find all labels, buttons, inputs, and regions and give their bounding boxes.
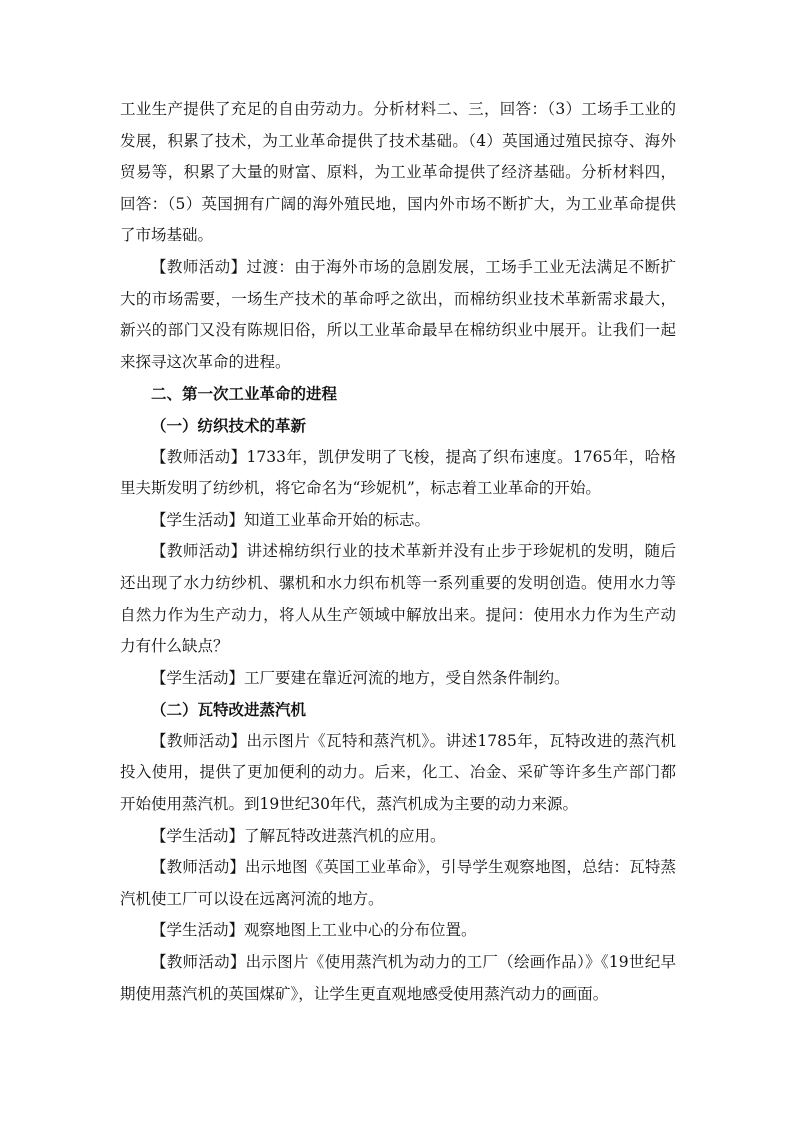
paragraph-10: 【学生活动】观察地图上工业中心的分布位置。 [151, 921, 477, 940]
paragraph-7: 【教师活动】出示图片《瓦特和蒸汽机》。讲述1785年，瓦特改进的蒸汽机投入使用，提供了更加便利的动力。后来，化工、冶金、采矿等许多生产部门都开始使用蒸汽机。到19世纪30年代，蒸汽机成为主要的动力来源。 [120, 731, 676, 814]
paragraph-1: 工业生产提供了充足的自由劳动力。分析材料二、三，回答：（3）工场手工业的发展，积累了技术，为工业革命提供了技术基础。（4）英国通过殖民掠夺、海外贸易等，积累了大量的财富、原料，为工业革命提供了经济基础。分析材料四，回答：（5）英国拥有广阔的海外殖民地，国内外市场不断扩大，为工业革命提供了市场基础。 [120, 100, 676, 245]
section-heading: 二、第一次工业革命的进程 [151, 384, 338, 404]
paragraph-8: 【学生活动】了解瓦特改进蒸汽机的应用。 [151, 826, 446, 845]
paragraph-4: 【学生活动】知道工业革命开始的标志。 [151, 510, 431, 529]
paragraph-9: 【教师活动】出示地图《英国工业革命》，引导学生观察地图，总结：瓦特蒸汽机使工厂可以设在远离河流的地方。 [120, 858, 676, 908]
paragraph-5: 【教师活动】讲述棉纺织行业的技术革新并没有止步于珍妮机的发明，随后还出现了水力纺纱机、骡机和水力织布机等一系列重要的发明创造。使用水力等自然力作为生产动力，将人从生产领域中解放出来。提问：使用水力作为生产动力有什么缺点？ [120, 542, 676, 656]
paragraph-3: 【教师活动】1733年，凯伊发明了飞梭，提高了织布速度。1765年，哈格里夫斯发明了纺纱机，将它命名为“珍妮机”，标志着工业革命的开始。 [120, 447, 676, 498]
document-body [120, 94, 676, 1010]
paragraph-11: 【教师活动】出示图片《使用蒸汽机为动力的工厂（绘画作品）》《19世纪早期使用蒸汽机的英国煤矿》，让学生更直观地感受使用蒸汽动力的画面。 [120, 953, 676, 1003]
subsection-heading-1: （一）纺织技术的革新 [151, 415, 307, 435]
paragraph-6: 【学生活动】工厂要建在靠近河流的地方，受自然条件制约。 [151, 668, 570, 687]
paragraph-2: 【教师活动】过渡：由于海外市场的急剧发展，工场手工业无法满足不断扩大的市场需要，一场生产技术的革命呼之欲出，而棉纺织业技术革新需求最大，新兴的部门又没有陈规旧俗，所以工业革命最早在棉纺织业中展开。让我们一起来探寻这次革命的进程。 [120, 257, 676, 371]
subsection-heading-2: （二）瓦特改进蒸汽机 [151, 700, 307, 720]
